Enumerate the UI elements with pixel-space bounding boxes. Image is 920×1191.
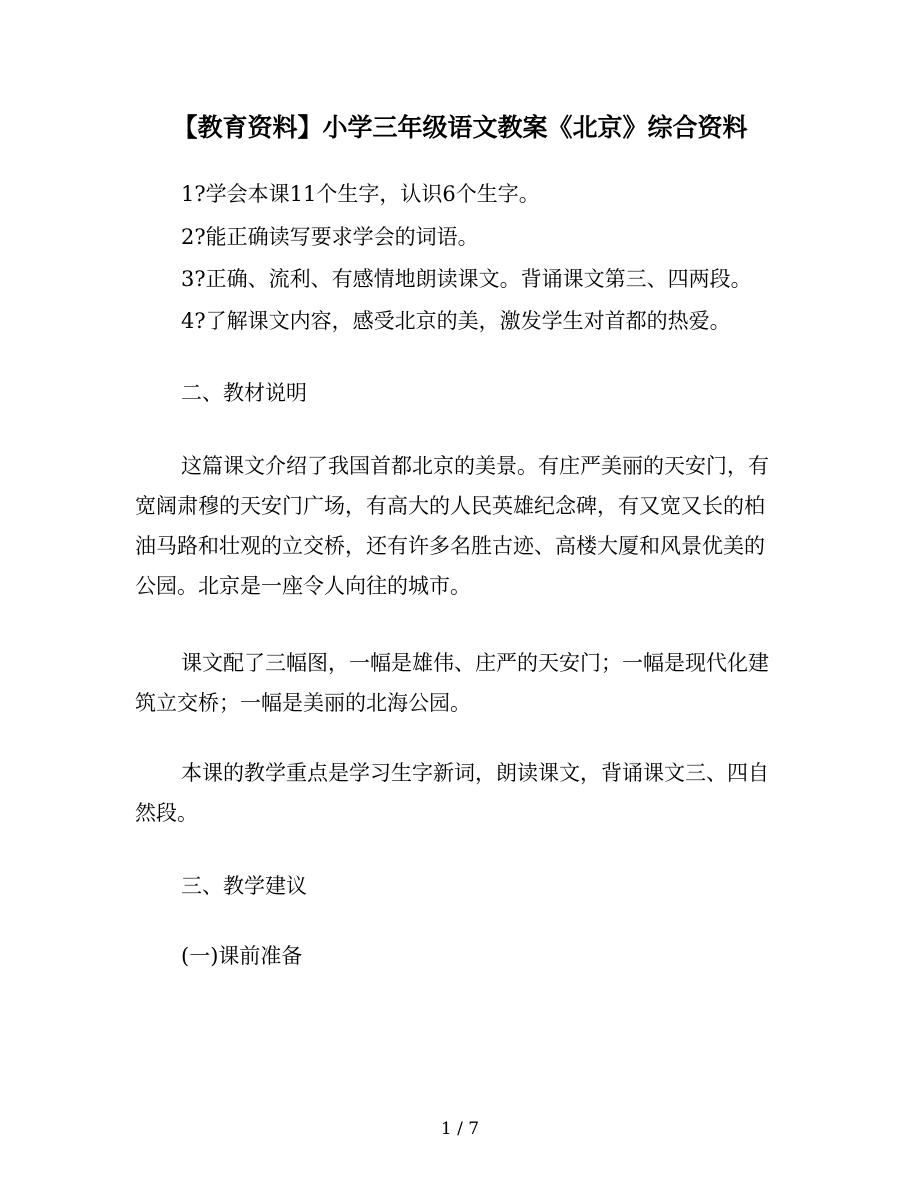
paragraph-illustrations xyxy=(135,643,785,723)
section-heading-teaching-suggestions: 三、教学建议 xyxy=(181,874,307,898)
paragraph-line: 宽阔肃穆的天安门广场，有高大的人民英雄纪念碑，有又宽又长的柏 xyxy=(135,494,765,518)
subsection-heading-preparation: (一)课前准备 xyxy=(181,944,303,968)
paragraph-line: 这篇课文介绍了我国首都北京的美景。有庄严美丽的天安门，有 xyxy=(181,454,769,478)
objective-item-1: 1?学会本课11个生字，认识6个生字。 xyxy=(181,182,540,206)
document-title: 【教育资料】小学三年级语文教案《北京》综合资料 xyxy=(172,113,748,142)
section-heading-materials: 二、教材说明 xyxy=(181,381,307,405)
page-indicator: 1 / 7 xyxy=(440,1119,480,1139)
objective-item-3: 3?正确、流利、有感情地朗读课文。背诵课文第三、四两段。 xyxy=(181,267,752,291)
paragraph-line: 然段。 xyxy=(135,801,198,825)
paragraph-teaching-focus xyxy=(135,753,785,833)
paragraph-materials-description xyxy=(135,446,785,606)
paragraph-line: 课文配了三幅图，一幅是雄伟、庄严的天安门；一幅是现代化建 xyxy=(181,651,769,675)
paragraph-line: 本课的教学重点是学习生字新词，朗读课文，背诵课文三、四自 xyxy=(181,761,769,785)
objective-item-2: 2?能正确读写要求学会的词语。 xyxy=(181,225,479,249)
paragraph-line: 油马路和壮观的立交桥，还有许多名胜古迹、高楼大厦和风景优美的 xyxy=(135,534,765,558)
paragraph-line: 筑立交桥；一幅是美丽的北海公园。 xyxy=(135,691,471,715)
objective-item-4: 4?了解课文内容，感受北京的美，激发学生对首都的热爱。 xyxy=(181,309,731,333)
paragraph-line: 公园。北京是一座令人向往的城市。 xyxy=(135,574,471,598)
